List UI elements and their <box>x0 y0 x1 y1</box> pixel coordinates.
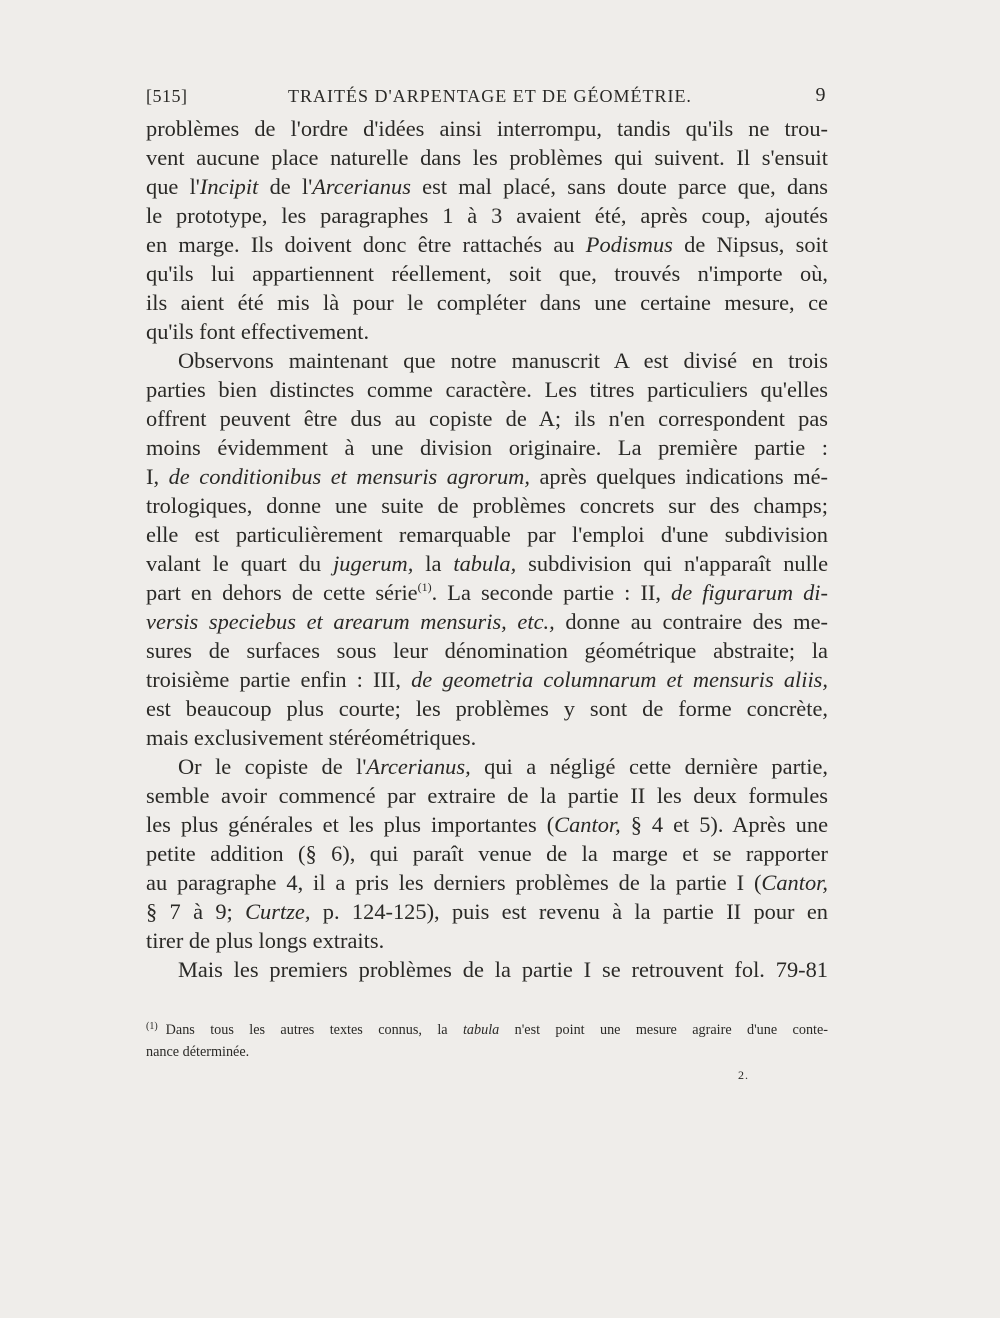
italic-run: de conditionibus et mensuris agrorum, <box>168 464 530 489</box>
text-run: elle est particulièrement remarquable par l'emploi d'une subdivision <box>146 522 828 547</box>
footnote-reference: (1) <box>417 580 432 594</box>
text-run: après quelques indications mé- <box>529 464 828 489</box>
running-head <box>146 86 826 114</box>
text-run: ils aient été mis là pour le compléter dans une certaine mesure, ce <box>146 290 828 315</box>
text-run: en marge. Ils doivent donc être rattachés au <box>146 232 586 257</box>
text-line <box>146 375 828 404</box>
text-line <box>146 868 828 897</box>
text-line <box>146 491 828 520</box>
text-line <box>146 578 828 607</box>
text-line <box>146 839 828 868</box>
text-line <box>146 694 828 723</box>
text-run: Mais les premiers problèmes de la partie I se retrouvent fol. 79-81 <box>178 957 828 982</box>
italic-run: Curtze, <box>245 899 311 924</box>
text-line <box>146 636 828 665</box>
text-run: vent aucune place naturelle dans les problèmes qui suivent. Il s'ensuit <box>146 145 828 170</box>
text-line <box>146 897 828 926</box>
text-run: donne au contraire des me- <box>554 609 828 634</box>
text-line <box>146 810 828 839</box>
text-line <box>146 520 828 549</box>
section-reference: [515] <box>146 86 188 106</box>
italic-run: Podismus <box>585 232 673 257</box>
italic-run: tabula, <box>453 551 517 576</box>
text-run: la <box>413 551 454 576</box>
text-line <box>146 288 828 317</box>
signature-mark: 2. <box>738 1068 749 1082</box>
text-run: p. 124-125), puis est revenu à la partie II pour en <box>310 899 828 924</box>
text-line <box>146 259 828 288</box>
text-run: de Nipsus, soit <box>672 232 829 257</box>
text-run: Dans tous les autres textes connus, la <box>165 1022 463 1038</box>
text-run: Or le copiste de l' <box>178 754 367 779</box>
body-text <box>146 114 828 984</box>
text-run: de l' <box>258 174 313 199</box>
italic-run: de figurarum di- <box>671 580 828 605</box>
text-line <box>146 665 828 694</box>
text-line <box>146 723 828 752</box>
text-run: parties bien distinctes comme caractère. Les titres particuliers qu'elles <box>146 377 828 402</box>
text-line <box>146 404 828 433</box>
page-number: 9 <box>815 84 826 106</box>
text-run: part en dehors de cette série <box>146 580 418 605</box>
footnote-line <box>146 1016 828 1041</box>
text-line <box>146 201 828 230</box>
text-run: nance déterminée. <box>146 1044 250 1060</box>
italic-run: tabula <box>462 1022 500 1038</box>
text-run: Observons maintenant que notre manuscrit A est divisé en trois <box>178 348 828 373</box>
text-line <box>146 143 828 172</box>
text-run: tirer de plus longs extraits. <box>146 928 385 953</box>
text-run: est beaucoup plus courte; les problèmes y sont de forme concrète, <box>146 696 828 721</box>
text-run: qu'ils lui appartiennent réellement, soit que, trouvés n'importe où, <box>146 261 828 286</box>
text-line <box>146 781 828 810</box>
text-line <box>146 462 828 491</box>
running-title: TRAITÉS D'ARPENTAGE ET DE GÉOMÉTRIE. <box>288 86 692 106</box>
text-run: troisième partie enfin : III, <box>146 667 412 692</box>
italic-run: jugerum, <box>333 551 414 576</box>
text-run: le prototype, les paragraphes 1 à 3 avaient été, après coup, ajoutés <box>146 203 828 228</box>
text-run: sures de surfaces sous leur dénomination géométrique abstraite; la <box>146 638 828 663</box>
text-run: semble avoir commencé par extraire de la partie II les deux formules <box>146 783 828 808</box>
text-run: § 4 et 5). Après une <box>620 812 829 837</box>
text-run: trologiques, donne une suite de problèmes concrets sur des champs; <box>146 493 828 518</box>
italic-run: versis speciebus et arearum mensuris, etc., <box>146 609 555 634</box>
footnote <box>146 1016 828 1063</box>
text-run: les plus générales et les plus importantes ( <box>146 812 555 837</box>
italic-run: Cantor, <box>761 870 828 895</box>
text-line <box>146 433 828 462</box>
text-run: n'est point une mesure agraire d'une conte- <box>499 1022 828 1038</box>
text-line <box>146 549 828 578</box>
italic-run: Cantor, <box>554 812 621 837</box>
text-line <box>146 317 828 346</box>
italic-run: de geometria columnarum et mensuris aliis, <box>411 667 828 692</box>
text-run: qu'ils font effectivement. <box>146 319 370 344</box>
text-line <box>146 346 828 375</box>
text-run: I, <box>146 464 169 489</box>
text-run: mais exclusivement stéréométriques. <box>146 725 477 750</box>
italic-run: Arcerianus <box>312 174 411 199</box>
text-run: qui a négligé cette dernière partie, <box>470 754 828 779</box>
text-line <box>146 955 828 984</box>
text-line <box>146 230 828 259</box>
italic-run: Incipit <box>199 174 259 199</box>
footnote-line <box>146 1041 828 1063</box>
text-line <box>146 926 828 955</box>
text-line <box>146 607 828 636</box>
text-run: est mal placé, sans doute parce que, dans <box>410 174 829 199</box>
text-run: au paragraphe 4, il a pris les derniers problèmes de la partie I ( <box>146 870 762 895</box>
text-run: subdivision qui n'apparaît nulle <box>516 551 829 576</box>
text-run: . La seconde partie : II, <box>431 580 672 605</box>
text-line <box>146 114 828 143</box>
text-run: petite addition (§ 6), qui paraît venue de la marge et se rapporter <box>146 841 828 866</box>
text-run: § 7 à 9; <box>146 899 246 924</box>
text-run: valant le quart du <box>146 551 334 576</box>
text-run: problèmes de l'ordre d'idées ainsi interrompu, tandis qu'ils ne trou- <box>146 116 828 141</box>
text-line <box>146 752 828 781</box>
text-run: moins évidemment à une division originaire. La première partie : <box>146 435 828 460</box>
footnote-marker: (1) <box>146 1021 158 1032</box>
italic-run: Arcerianus, <box>366 754 471 779</box>
text-run: offrent peuvent être dus au copiste de A; ils n'en correspondent pas <box>146 406 828 431</box>
text-line <box>146 172 828 201</box>
text-run: que l' <box>146 174 200 199</box>
